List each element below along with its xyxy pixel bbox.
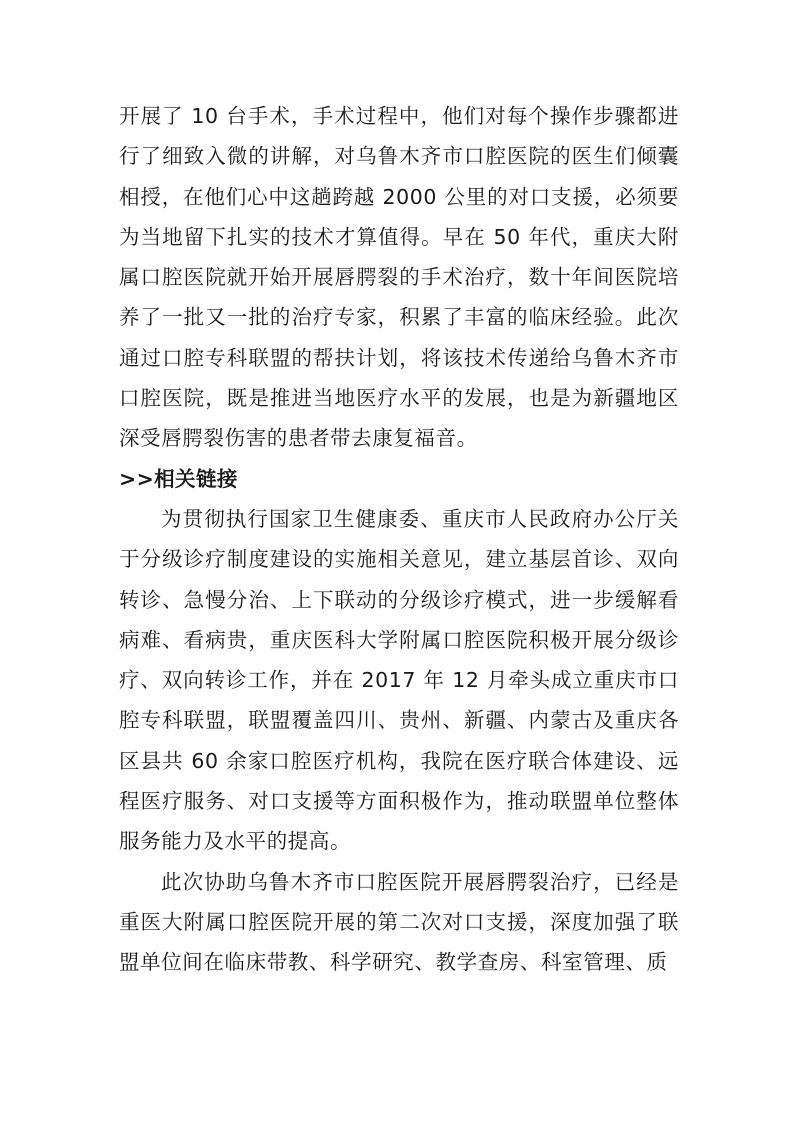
paragraph-continued: 开展了 10 台手术，手术过程中，他们对每个操作步骤都进行了细致入微的讲解，对乌鲁木齐市口腔医院的医生们倾囊相授，在他们心中这趟跨越 2000 公里的对口支援，必须要为当地留下扎实的技术才算值得。早在 50 年代，重庆大附属口腔医院就开始开展唇腭裂的手术治疗，数十年间医院培养了一批又一批的治疗专家，积累了丰富的临床经验。此次通过口腔专科联盟的帮扶计划，将该技术传递给乌鲁木齐市口腔医院，既是推进当地医疗水平的发展，也是为新疆地区深受唇腭裂伤害的患者带去康复福音。: [119, 104, 679, 451]
document-body: [119, 96, 679, 983]
section-heading-related-links: >>相关链接: [119, 466, 238, 491]
paragraph-support-summary: 此次协助乌鲁木齐市口腔医院开展唇腭裂治疗，已经是重医大附属口腔医院开展的第二次对口支援，深度加强了联盟单位间在临床带教、科学研究、教学查房、科室管理、质: [119, 869, 679, 975]
paragraph-related-links: 为贯彻执行国家卫生健康委、重庆市人民政府办公厅关于分级诊疗制度建设的实施相关意见，建立基层首诊、双向转诊、急慢分治、上下联动的分级诊疗模式，进一步缓解看病难、看病贵，重庆医科大学附属口腔医院积极开展分级诊疗、双向转诊工作，并在 2017 年 12 月牵头成立重庆市口腔专科联盟，联盟覆盖四川、贵州、新疆、内蒙古及重庆各区县共 60 余家口腔医疗机构，我院在医疗联合体建设、远程医疗服务、对口支援等方面积极作为，推动联盟单位整体服务能力及水平的提高。: [119, 506, 679, 854]
